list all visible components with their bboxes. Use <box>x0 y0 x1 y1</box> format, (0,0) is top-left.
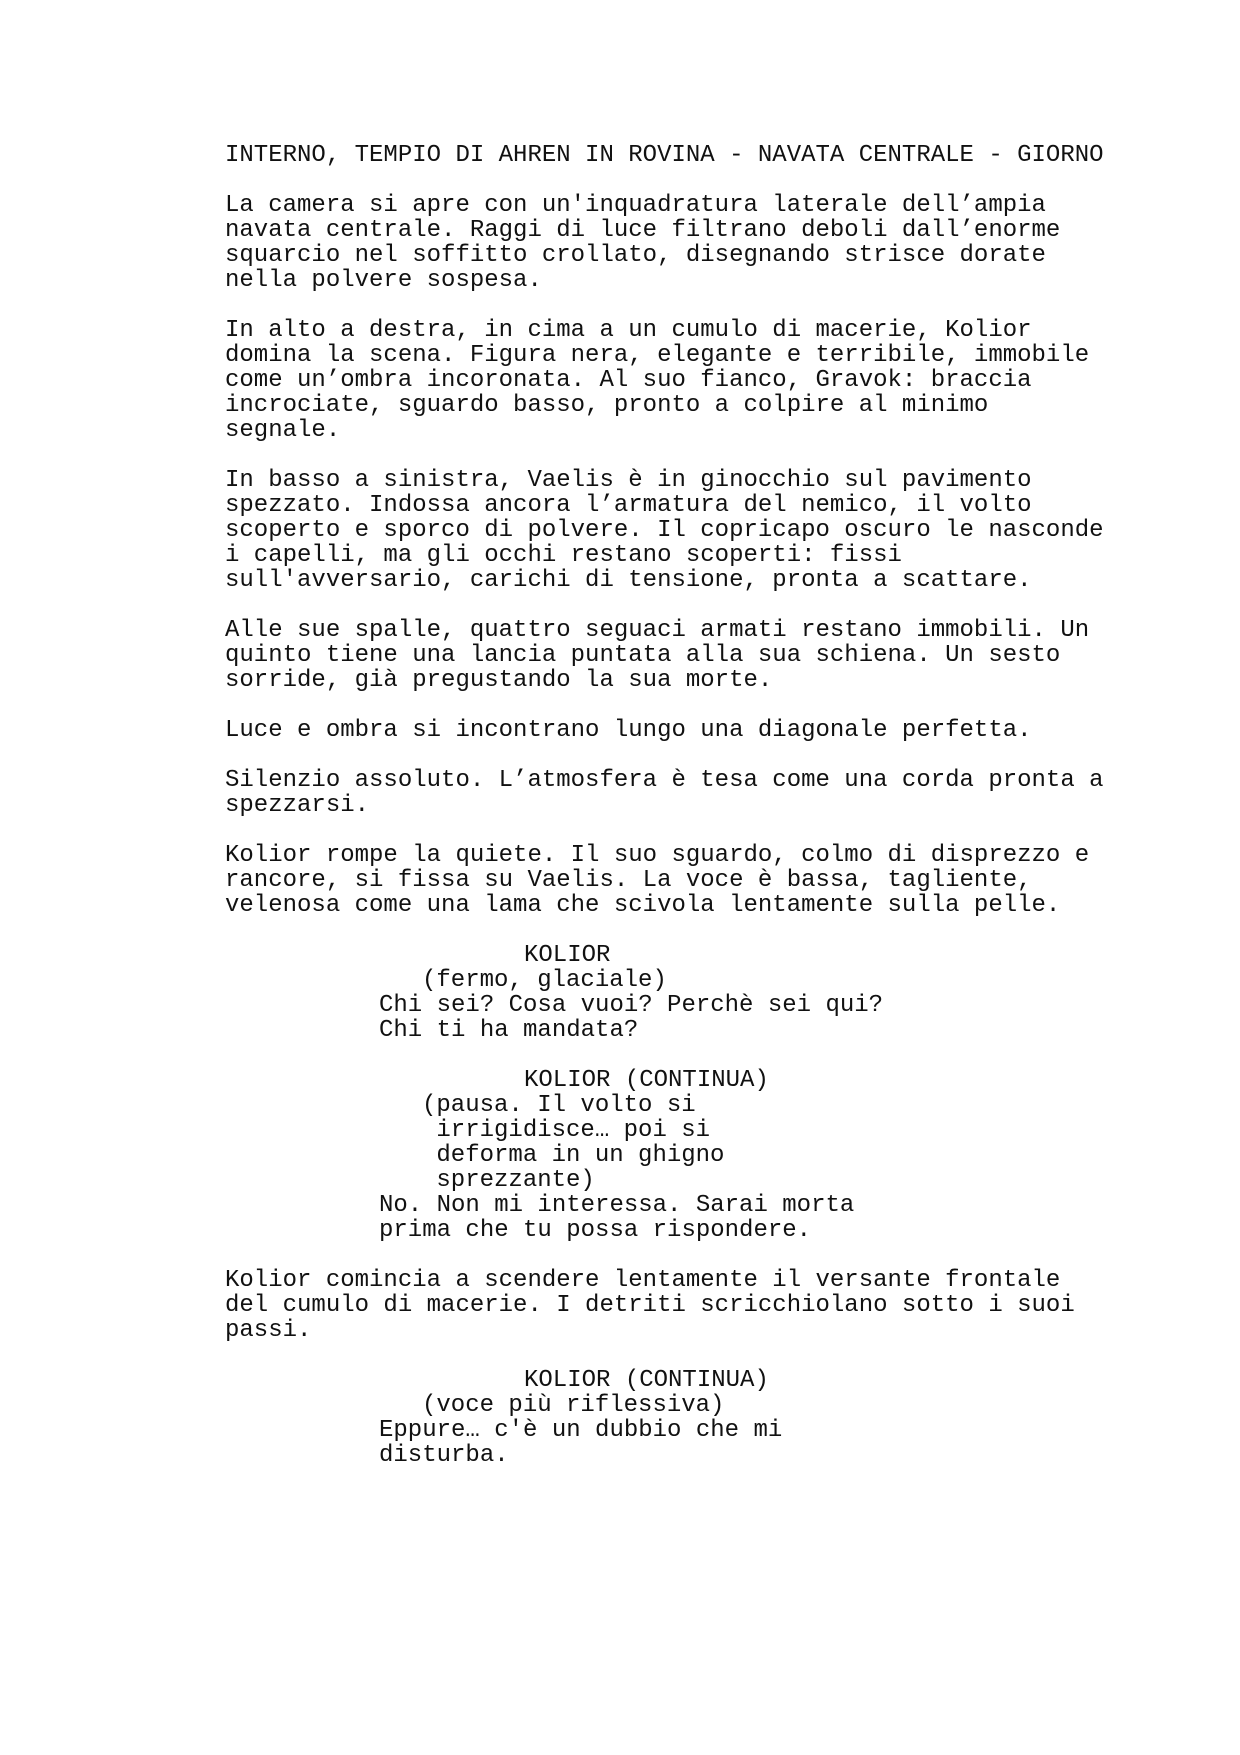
dialogue-1-parenthetical: (fermo, glaciale) <box>422 967 667 994</box>
action-paragraph-4: Alle sue spalle, quattro seguaci armati restano immobili. Un quinto tiene una lancia puntata alla sua schiena. Un sesto sorride, già pregustando la sua morte. <box>225 617 1090 694</box>
action-paragraph-5: Luce e ombra si incontrano lungo una diagonale perfetta. <box>225 717 1032 744</box>
dialogue-1-character: KOLIOR <box>524 942 611 969</box>
dialogue-3-parenthetical: (voce più riflessiva) <box>422 1392 725 1419</box>
action-paragraph-6: Silenzio assoluto. L’atmosfera è tesa come una corda pronta a spezzarsi. <box>225 767 1104 819</box>
dialogue-2-character: KOLIOR (CONTINUA) <box>524 1067 769 1094</box>
action-paragraph-2: In alto a destra, in cima a un cumulo di macerie, Kolior domina la scena. Figura nera, elegante e terribile, immobile come un’ombra incoronata. Al suo fianco, Gravok: braccia incrociate, sguardo basso, pronto a colpire al minimo segnale. <box>225 317 1090 444</box>
action-paragraph-1: La camera si apre con un'inquadratura laterale dell’ampia navata centrale. Raggi di luce filtrano deboli dall’enorme squarcio nel soffitto crollato, disegnando strisce dorate nella polvere sospesa. <box>225 192 1061 294</box>
dialogue-2-line: No. Non mi interessa. Sarai morta prima che tu possa rispondere. <box>379 1192 855 1244</box>
dialogue-3-character: KOLIOR (CONTINUA) <box>524 1367 769 1394</box>
dialogue-3-line: Eppure… c'è un dubbio che mi disturba. <box>379 1417 783 1469</box>
dialogue-1-line: Chi sei? Cosa vuoi? Perchè sei qui? Chi ti ha mandata? <box>379 992 884 1044</box>
action-paragraph-7: Kolior rompe la quiete. Il suo sguardo, colmo di disprezzo e rancore, si fissa su Vaelis. La voce è bassa, tagliente, velenosa come una lama che scivola lentamente sulla pelle. <box>225 842 1090 919</box>
action-paragraph-8: Kolior comincia a scendere lentamente il versante frontale del cumulo di macerie. I detriti scricchiolano sotto i suoi passi. <box>225 1267 1075 1344</box>
action-paragraph-3: In basso a sinistra, Vaelis è in ginocchio sul pavimento spezzato. Indossa ancora l’armatura del nemico, il volto scoperto e sporco di polvere. Il copricapo oscuro le nasconde i capelli, ma gli occhi restano scoperti: fissi sull'avversario, carichi di tensione, pronta a scattare. <box>225 467 1104 594</box>
scene-heading: INTERNO, TEMPIO DI AHREN IN ROVINA - NAVATA CENTRALE - GIORNO <box>225 142 1104 169</box>
dialogue-2-parenthetical: (pausa. Il volto si irrigidisce… poi si deforma in un ghigno sprezzante) <box>422 1092 725 1194</box>
